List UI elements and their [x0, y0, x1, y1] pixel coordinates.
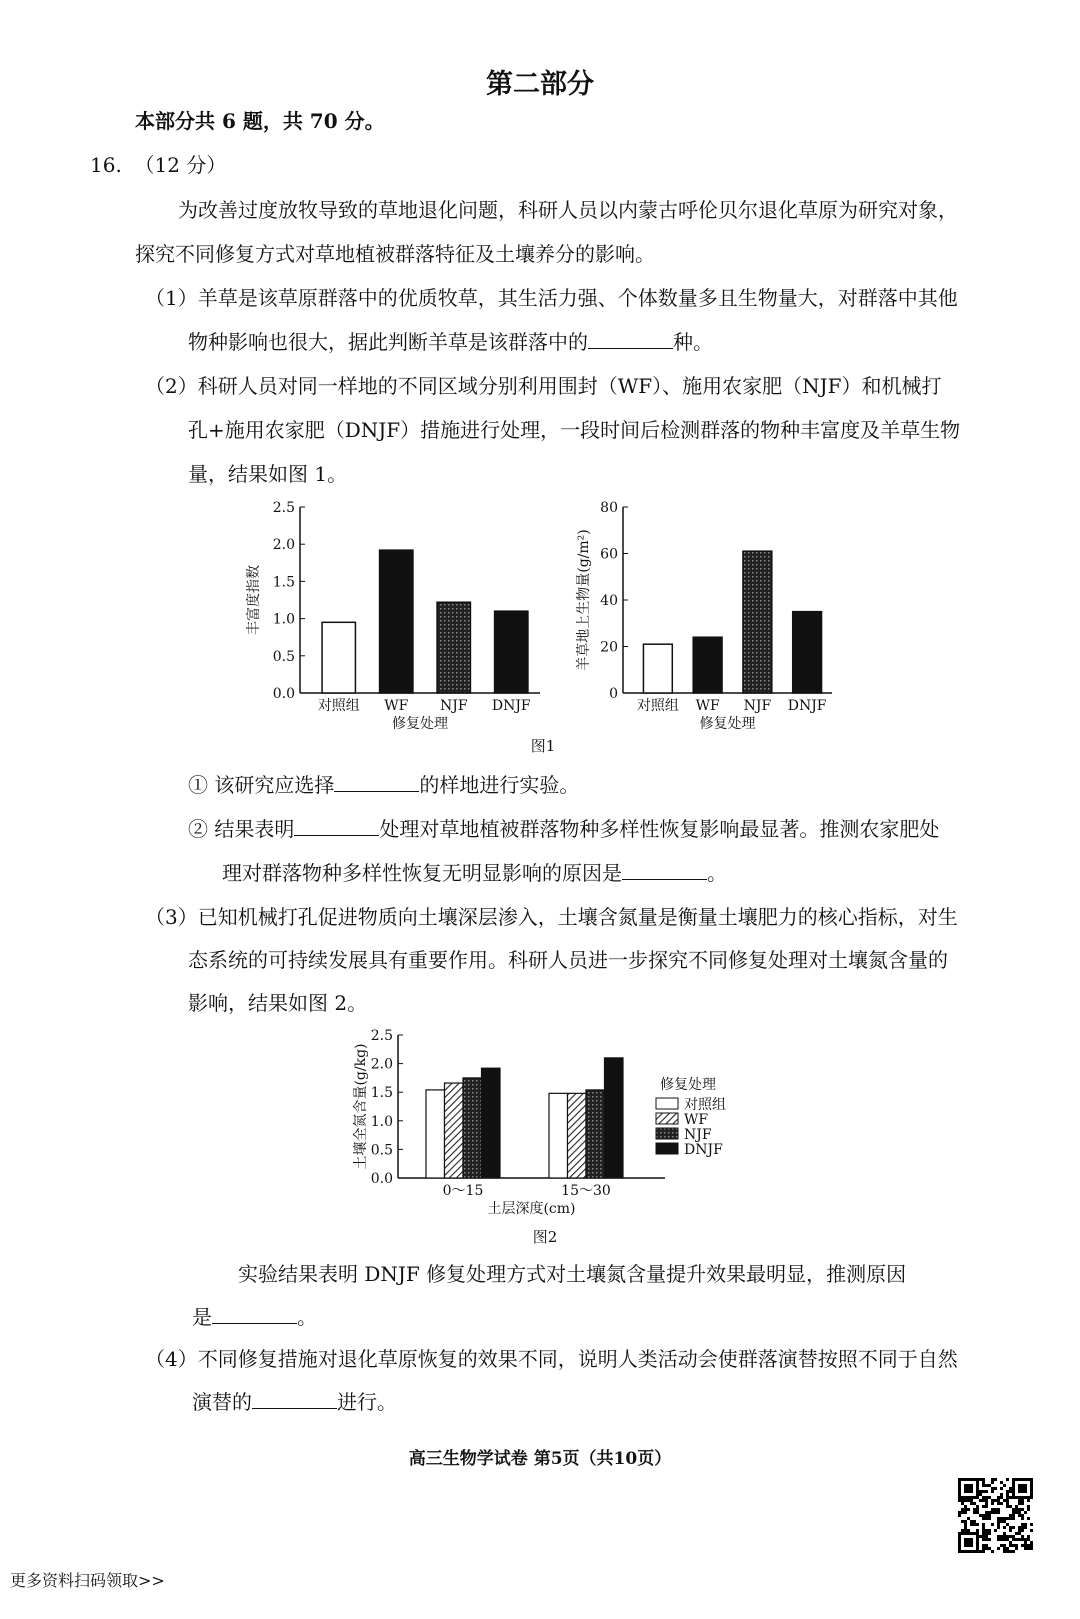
text-segment: 实验结果表明 DNJF 修复处理方式对土壤氮含量提升效果最明显，推测原因 [238, 1262, 907, 1286]
text-segment: （3）已知机械打孔促进物质向土壤深层渗入，土壤含氮量是衡量土壤肥力的核心指标，对生 [145, 905, 958, 929]
x-tick-label: 对照组 [636, 698, 679, 714]
bar [463, 1078, 482, 1178]
x-axis-label: 修复处理 [699, 716, 756, 732]
legend-title: 修复处理 [660, 1077, 716, 1093]
y-tick-label: 40 [600, 593, 618, 609]
x-tick-label: NJF [743, 698, 772, 714]
text-segment: 物种影响也很大，据此判断羊草是该群落中的 [188, 330, 588, 354]
y-tick-label: 2.0 [272, 537, 295, 554]
x-tick-label: 对照组 [317, 698, 360, 714]
legend-swatch [656, 1128, 678, 1139]
section-intro: 本部分共 6 题，共 70 分。 [135, 109, 385, 133]
figure-2-caption: 图2 [532, 1228, 558, 1246]
bar [437, 602, 470, 693]
bar [793, 612, 822, 693]
bar [495, 611, 528, 693]
x-tick-label: DNJF [787, 698, 827, 714]
bar [426, 1090, 445, 1178]
y-tick-label: 1.0 [370, 1113, 393, 1130]
legend-label: DNJF [684, 1142, 723, 1158]
question-number: 16. [90, 153, 122, 177]
y-tick-label: 0.0 [272, 686, 295, 702]
text-segment: （4）不同修复措施对退化草原恢复的效果不同，说明人类活动会使群落演替按照不同于自然 [145, 1347, 958, 1371]
y-tick-label: 2.5 [370, 1028, 393, 1044]
qr-note: 更多资料扫码领取>> [10, 1571, 165, 1590]
text-segment: 进行。 [337, 1390, 397, 1414]
question-score: （12 分） [134, 153, 227, 177]
legend-label: 对照组 [684, 1097, 726, 1113]
y-tick-label: 0.0 [370, 1171, 393, 1187]
y-tick-label: 1.0 [272, 611, 295, 628]
text-segment: 种。 [673, 330, 713, 354]
qr-code [958, 1478, 1033, 1553]
y-tick-label: 2.0 [370, 1056, 393, 1073]
y-tick-label: 2.5 [272, 500, 295, 516]
legend-swatch [656, 1113, 678, 1124]
legend-label: WF [684, 1112, 709, 1128]
text-segment: 处理对草地植被群落物种多样性恢复影响最显著。推测农家肥处 [379, 817, 940, 841]
text-segment: 影响，结果如图 2。 [188, 991, 368, 1015]
y-tick-label: 0.5 [272, 648, 295, 665]
page-footer: 高三生物学试卷 第5页（共10页） [408, 1449, 672, 1469]
text-segment: ① 该研究应选择 [188, 773, 335, 797]
y-tick-label: 0 [609, 686, 618, 702]
bar [586, 1090, 605, 1178]
text-segment: （2）科研人员对同一样地的不同区域分别利用围封（WF）、施用农家肥（NJF）和机械打 [145, 374, 942, 398]
legend-swatch [656, 1098, 678, 1109]
y-tick-label: 1.5 [370, 1085, 393, 1102]
x-axis-label: 土层深度(cm) [487, 1201, 576, 1217]
text-segment: 态系统的可持续发展具有重要作用。科研人员进一步探究不同修复处理对土壤氮含量的 [188, 948, 948, 972]
section-title: 第二部分 [486, 69, 594, 100]
text-segment: 是 [192, 1305, 212, 1329]
bar [380, 550, 413, 693]
bar [322, 622, 355, 693]
y-axis-label: 土壤全氮含量(g/kg) [353, 1043, 369, 1170]
text-segment: ② 结果表明 [188, 817, 295, 841]
bar [743, 551, 772, 693]
bar [445, 1083, 464, 1178]
legend-label: NJF [684, 1127, 712, 1143]
bar [693, 637, 722, 693]
text-segment: 孔+施用农家肥（DNJF）措施进行处理，一段时间后检测群落的物种丰富度及羊草生物 [188, 418, 961, 442]
legend-swatch [656, 1143, 678, 1154]
y-tick-label: 1.5 [272, 574, 295, 591]
bar [643, 644, 672, 693]
y-tick-label: 0.5 [370, 1142, 393, 1159]
text-segment: 量，结果如图 1。 [188, 462, 348, 486]
bar [568, 1093, 587, 1178]
x-tick-label: NJF [439, 698, 468, 714]
x-tick-label: 0～15 [442, 1183, 484, 1199]
bar [482, 1068, 501, 1178]
text-segment: 的样地进行实验。 [419, 773, 580, 797]
x-axis-label: 修复处理 [392, 716, 448, 732]
text-segment: 理对群落物种多样性恢复无明显影响的原因是 [222, 861, 622, 885]
text-segment: 为改善过度放牧导致的草地退化问题，科研人员以内蒙古呼伦贝尔退化草原为研究对象， [178, 198, 958, 222]
text-segment: 演替的 [192, 1390, 252, 1414]
text-segment: 。 [297, 1305, 317, 1329]
y-axis-label: 丰富度指数 [246, 565, 262, 635]
bar [549, 1093, 568, 1178]
text-segment: 。 [707, 861, 727, 885]
figure-1-caption: 图1 [530, 737, 556, 755]
y-tick-label: 80 [600, 500, 618, 516]
text-segment: （1）羊草是该草原群落中的优质牧草，其生活力强、个体数量多且生物量大，对群落中其他 [145, 286, 958, 310]
bar [605, 1058, 624, 1178]
text-segment: 探究不同修复方式对草地植被群落特征及土壤养分的影响。 [135, 242, 655, 266]
y-tick-label: 20 [600, 639, 618, 656]
y-axis-label: 羊草地上生物量(g/m²) [576, 529, 592, 671]
y-tick-label: 60 [600, 546, 618, 563]
x-tick-label: 15～30 [561, 1183, 611, 1199]
x-tick-label: WF [695, 698, 720, 714]
x-tick-label: DNJF [491, 698, 531, 714]
x-tick-label: WF [384, 698, 409, 714]
